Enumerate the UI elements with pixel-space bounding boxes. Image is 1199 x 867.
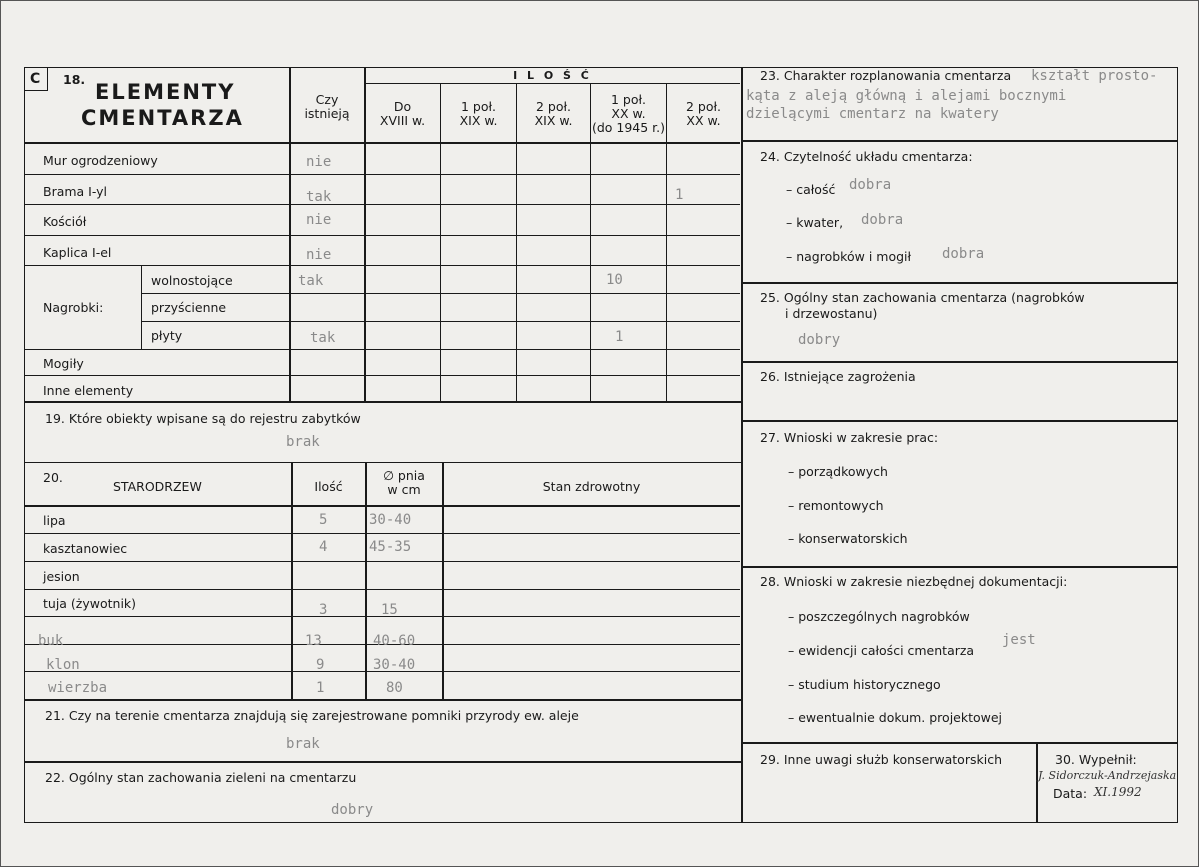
section-27-item-konserwatorskich: – konserwatorskich [788, 531, 908, 546]
col-header-ilosc: Ilość [314, 479, 343, 494]
section-24-value-nagrobkow: dobra [942, 246, 985, 262]
section-23-value-l2: kąta z aleją główną i alejami bocznymi [746, 88, 1067, 104]
section-18-title-line1: ELEMENTY [95, 80, 236, 104]
section-27-item-remontowych: – remontowych [788, 498, 884, 513]
quantity-header: I L O Ś Ć [513, 69, 592, 82]
section-20-number: 20. [43, 470, 63, 485]
row-label-nagrobki: Nagrobki: [43, 300, 104, 315]
tree-name-tuja: tuja (żywotnik) [43, 596, 137, 611]
section-18-title-line2: CMENTARZA [81, 106, 244, 130]
tree-qty-tuja: 3 [319, 602, 328, 618]
tree-qty-lipa: 5 [319, 512, 328, 528]
row-label-kosciol: Kościół [43, 214, 87, 229]
tree-qty-wierzba: 1 [316, 680, 325, 696]
section-24-value-kwater: dobra [861, 212, 904, 228]
section-30-date-label: Data: [1053, 786, 1088, 801]
section-27-item-porzadkowych: – porządkowych [788, 464, 888, 479]
section-25-value: dobry [798, 332, 841, 348]
section-28-item-studium: – studium historycznego [788, 677, 941, 692]
section-22-value: dobry [331, 802, 374, 818]
col-header-xviii: Do XVIII w. [379, 99, 426, 128]
section-18-number: 18. [63, 72, 86, 87]
exists-plyty: tak [310, 330, 336, 346]
section-30-date-value: XI.1992 [1094, 785, 1142, 799]
section-24-item-calosc: – całość [786, 182, 836, 197]
section-19-label: 19. Które obiekty wpisane są do rejestru zabytków [45, 411, 361, 426]
row-label-inne: Inne elementy [43, 383, 134, 398]
tree-name-lipa: lipa [43, 513, 66, 528]
tree-name-klon: klon [46, 657, 80, 673]
col-header-health: Stan zdrowotny [542, 479, 641, 494]
qty-wolnostojace-1xx: 10 [606, 272, 623, 288]
section-29-label: 29. Inne uwagi służb konserwatorskich [760, 752, 1002, 767]
section-30-label: 30. Wypełnił: [1055, 752, 1137, 767]
qty-brama-2xx: 1 [675, 187, 684, 203]
section-30-signature: J. Sidorczuk-Andrzejaska [1038, 769, 1177, 782]
tree-name-jesion: jesion [43, 569, 80, 584]
section-28-value: jest [1002, 632, 1036, 648]
tree-dia-kasztanowiec: 45-35 [369, 539, 412, 555]
section-28-item-ewidencji: – ewidencji całości cmentarza [788, 643, 975, 658]
section-19-value: brak [286, 434, 320, 450]
tree-name-wierzba: wierzba [48, 680, 108, 696]
row-label-kaplica: Kaplica I-el [43, 245, 112, 260]
section-26-label: 26. Istniejące zagrożenia [760, 369, 916, 384]
tree-qty-buk: 13 [305, 633, 322, 649]
section-letter: C [30, 71, 41, 87]
row-label-mur: Mur ogrodzeniowy [43, 153, 158, 168]
section-24-label: 24. Czytelność układu cmentarza: [760, 149, 973, 164]
section-23-value-l3: dzielącymi cmentarz na kwatery [746, 106, 999, 122]
exists-header [290, 93, 364, 121]
section-27-label: 27. Wnioski w zakresie prac: [760, 430, 939, 445]
section-20-title: STARODRZEW [113, 479, 202, 494]
row-label-wolnostojace: wolnostojące [151, 273, 233, 288]
section-23-label: 23. Charakter rozplanowania cmentarza [760, 68, 1012, 83]
section-24-item-kwater: – kwater, [786, 215, 844, 230]
section-28-item-projektowej: – ewentualnie dokum. projektowej [788, 710, 1003, 725]
section-24-item-nagrobkow: – nagrobków i mogił [786, 249, 912, 264]
tree-dia-wierzba: 80 [386, 680, 403, 696]
section-28-item-nagrobkow: – poszczególnych nagrobków [788, 609, 970, 624]
section-25-label-l1: 25. Ogólny stan zachowania cmentarza (nagrobków [760, 290, 1085, 305]
tree-qty-klon: 9 [316, 657, 325, 673]
row-label-brama: Brama I-yl [43, 184, 108, 199]
tree-qty-kasztanowiec: 4 [319, 539, 328, 555]
row-label-plyty: płyty [151, 328, 183, 343]
col-header-diameter: ∅ pnia w cm [383, 468, 425, 497]
section-23-value-l1: kształt prosto- [1031, 68, 1158, 84]
exists-kosciol: nie [306, 212, 332, 228]
col-header-1xix: 1 poł. XIX w. [459, 99, 498, 128]
section-24-value-calosc: dobra [849, 177, 892, 193]
section-22-label: 22. Ogólny stan zachowania zieleni na cmentarzu [45, 770, 357, 785]
tree-dia-buk: 40-60 [373, 633, 416, 649]
col-header-2xix: 2 poł. XIX w. [534, 99, 573, 128]
exists-kaplica: nie [306, 247, 332, 263]
tree-dia-klon: 30-40 [373, 657, 416, 673]
col-header-1xx: 1 poł. XX w. (do 1945 r.) [591, 92, 666, 135]
section-21-label: 21. Czy na terenie cmentarza znajdują się zarejestrowane pomniki przyrody ew. aleje [45, 708, 579, 723]
section-21-value: brak [286, 736, 320, 752]
row-label-przyscienne: przyścienne [151, 300, 227, 315]
section-28-label: 28. Wnioski w zakresie niezbędnej dokumentacji: [760, 574, 1068, 589]
tree-dia-lipa: 30-40 [369, 512, 412, 528]
tree-name-buk: buk [38, 633, 64, 649]
exists-brama: tak [306, 189, 332, 205]
exists-wolnostojace: tak [298, 273, 324, 289]
qty-plyty-1xx: 1 [615, 329, 624, 345]
exists-header-l2: istnieją [304, 106, 350, 121]
section-25-label-l2: i drzewostanu) [785, 306, 878, 321]
tree-name-kasztanowiec: kasztanowiec [43, 541, 128, 556]
col-header-2xx: 2 poł. XX w. [685, 99, 722, 128]
exists-header-l1: Czy [315, 92, 339, 107]
tree-dia-tuja: 15 [381, 602, 398, 618]
row-label-mogily: Mogiły [43, 356, 84, 371]
exists-mur: nie [306, 154, 332, 170]
